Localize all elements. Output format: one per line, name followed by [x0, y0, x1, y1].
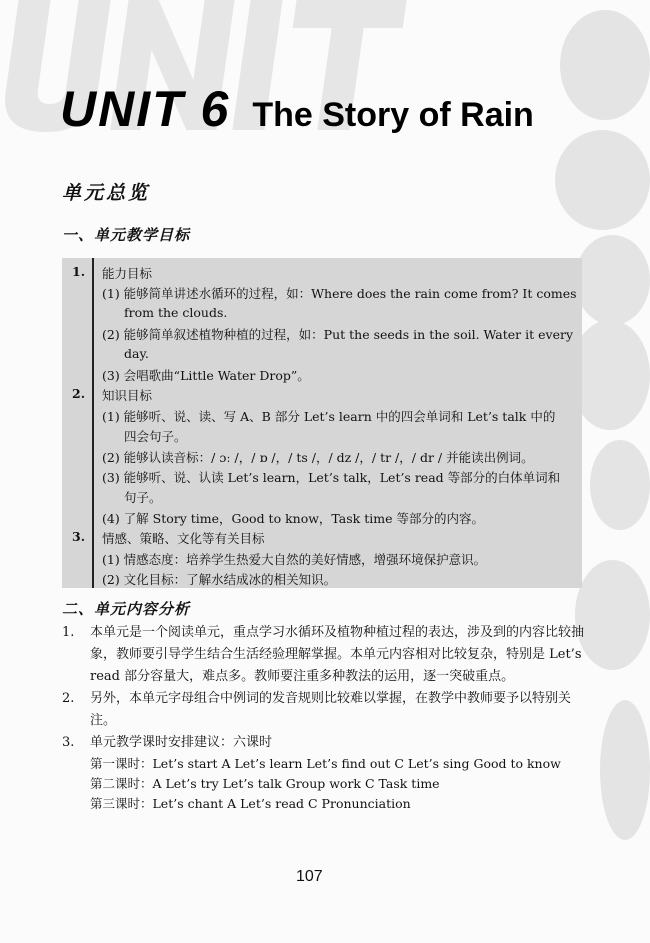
cartoon-face-decoration [600, 700, 650, 840]
goals-box [62, 258, 582, 588]
section1-heading: 一、单元教学目标 [62, 226, 191, 244]
item-number: 2. [62, 691, 75, 706]
cartoon-face-decoration [560, 10, 650, 120]
cartoon-face-decoration [575, 235, 650, 325]
goal-line: (3) 能够听、说、认读 Let’s learn，Let’s talk，Let’s read 等部分的白体单词和 [102, 470, 561, 485]
goal-number: 3. [72, 529, 86, 545]
goal-line: 句子。 [124, 490, 162, 506]
cartoon-face-decoration [570, 320, 650, 430]
goal-line: (1) 能够听、说、读、写 A、B 部分 Let’s learn 中的四会单词和 Let’s talk 中的 [102, 408, 556, 424]
analysis-item [62, 622, 592, 688]
analysis-item [62, 688, 592, 732]
item-text: 单元教学课时安排建议：六课时 [90, 735, 273, 750]
overview-heading: 单元总览 [62, 182, 151, 204]
item-number: 1. [62, 625, 75, 640]
lesson-plan-line: 第二课时：A Let’s try Let’s talk Group work C Task time [90, 776, 440, 791]
goal-line: (4) 了解 Story time，Good to know，Task time 等部分的内容。 [102, 510, 484, 526]
goal-number: 1. [72, 264, 86, 279]
goal-line: 知识目标 [102, 388, 153, 404]
goal-line: 能力目标 [102, 266, 153, 281]
goal-line: (2) 能够认读音标：/ ɔː /，/ ɒ /，/ ts /，/ dz /，/ tr /，/ dr / 并能读出例词。 [102, 449, 534, 465]
lesson-plan-line: 第一课时：Let’s start A Let’s learn Let’s find out C Let’s sing Good to know [90, 756, 561, 771]
lesson-plan-line: 第三课时：Let’s chant A Let’s read C Pronunciation [90, 796, 411, 811]
item-text: 本单元是一个阅读单元，重点学习水循环及植物种植过程的表达，涉及到的内容比较抽象，教师要引导学生结合生活经验理解掌握。本单元内容相对比较复杂，特别是 Let’s read 部分容量大，难点多。教师要注重多种教法的运用，逐一突破重点。 [90, 625, 585, 684]
goal-line: (2) 能够简单叙述植物种植的过程，如：Put the seeds in the soil. Water it every [102, 327, 574, 343]
goal-line: day. [124, 345, 149, 361]
goal-number: 2. [72, 386, 86, 402]
analysis-list [62, 622, 592, 814]
goal-line: (3) 会唱歌曲“Little Water Drop”。 [102, 368, 310, 383]
unit-number: UNIT 6 [60, 81, 231, 137]
page-number: 107 [296, 868, 323, 885]
unit-title [60, 80, 534, 138]
analysis-item [62, 732, 592, 754]
cartoon-face-decoration [555, 130, 650, 230]
goal-line: (1) 情感态度：培养学生热爱大自然的美好情感，增强环境保护意识。 [102, 551, 487, 567]
goal-line: 情感、策略、文化等有关目标 [102, 531, 265, 547]
goal-line: (1) 能够简单讲述水循环的过程，如：Where does the rain come from? It comes [102, 286, 577, 302]
goal-line: from the clouds. [124, 304, 228, 320]
goal-line: 四会句子。 [124, 429, 187, 445]
cartoon-face-decoration [590, 440, 650, 530]
goal-line: (2) 文化目标：了解水结成冰的相关知识。 [102, 572, 337, 587]
divider [92, 258, 94, 588]
item-text: 另外，本单元字母组合中例词的发音规则比较难以掌握，在教学中教师要予以特别关注。 [90, 691, 572, 728]
section2-heading: 二、单元内容分析 [62, 600, 191, 618]
item-number: 3. [62, 735, 75, 750]
unit-name: The Story of Rain [252, 96, 534, 134]
